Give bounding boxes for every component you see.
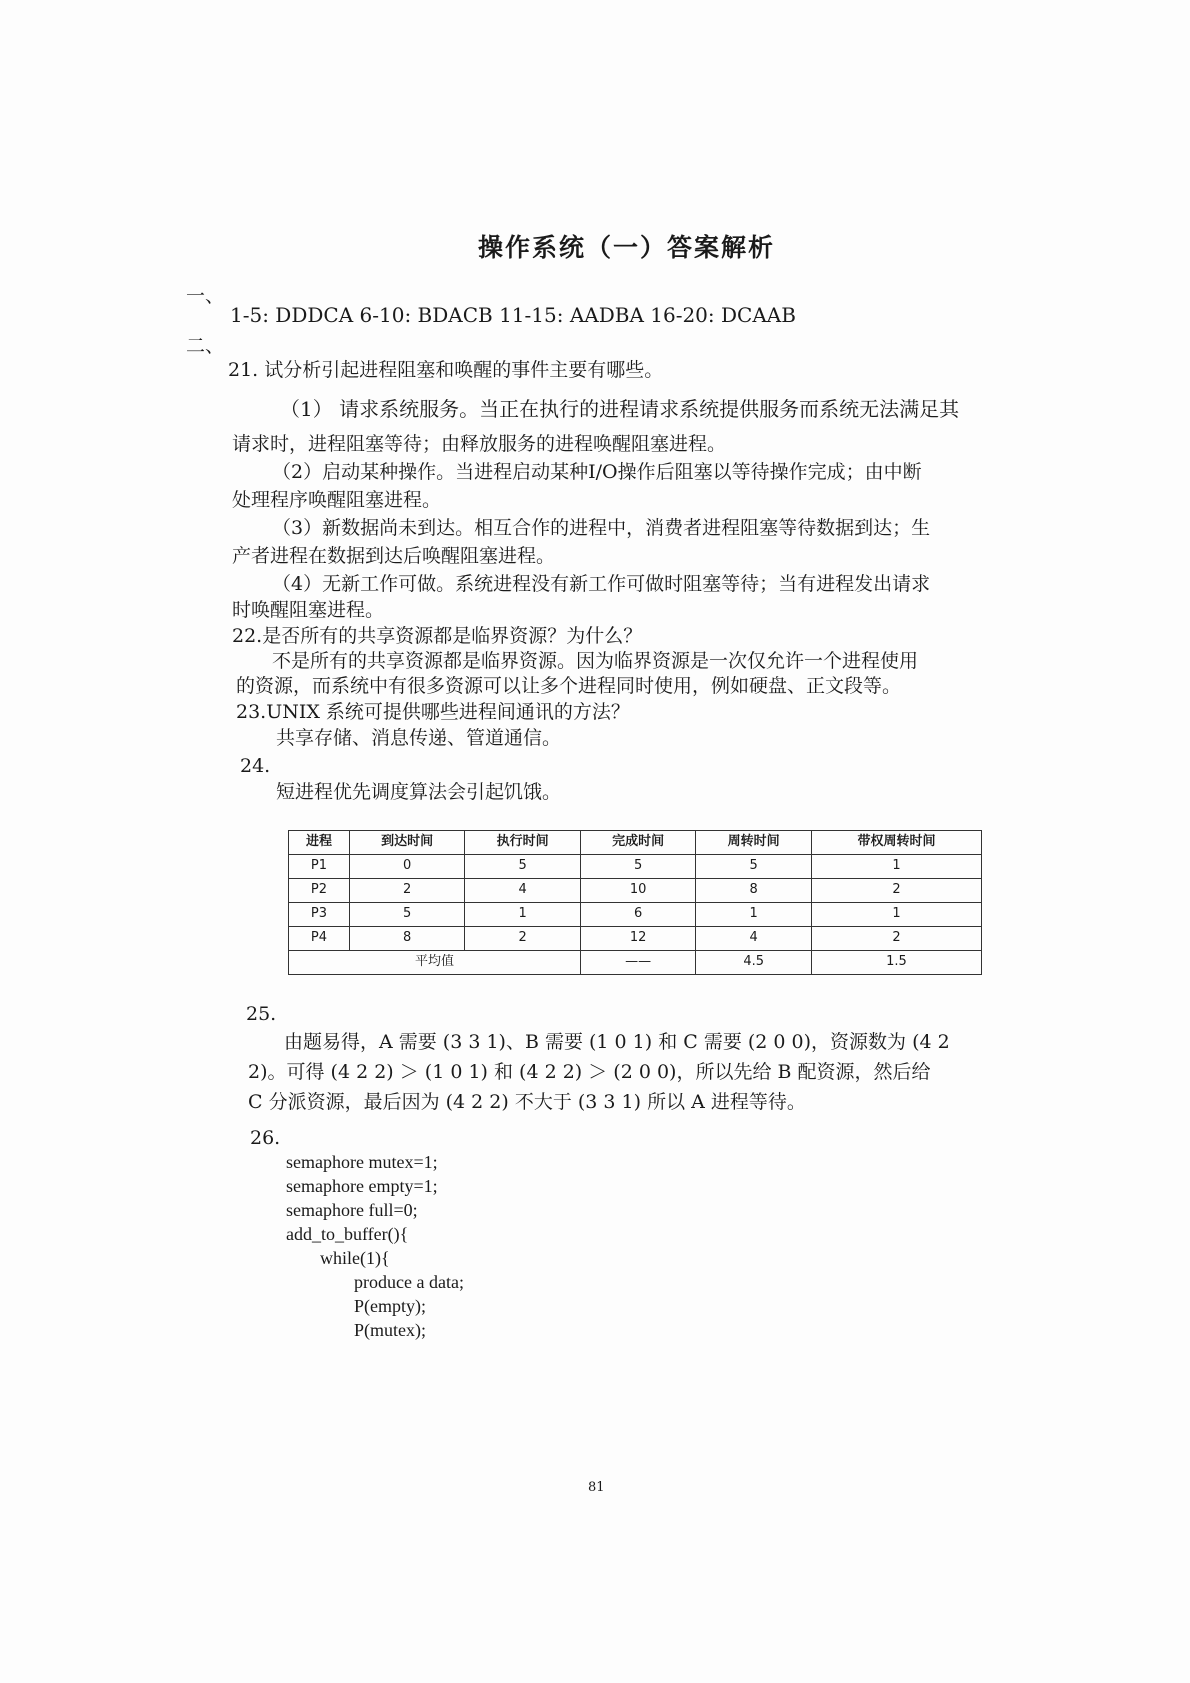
cell: 1.5 [811,951,981,975]
q21-line: （3）新数据尚未到达。相互合作的进程中，消费者进程阻塞等待数据到达；生 [272,517,931,539]
cell: 4 [696,927,812,951]
code-line: semaphore full=0; [286,1200,418,1220]
q25-line: 由题易得，A 需要 (3 3 1)、B 需要 (1 0 1) 和 C 需要 (2 0 0)，资源数为 (4 2 [284,1031,950,1053]
q23-answer: 共享存储、消息传递、管道通信。 [276,727,562,749]
q25-line: 2)。可得 (4 2 2) ＞ (1 0 1) 和 (4 2 2) ＞ (2 0 0)，所以先给 B 配资源，然后给 [248,1061,931,1083]
cell: 4.5 [696,951,812,975]
q25-line: C 分派资源，最后因为 (4 2 2) 不大于 (3 3 1) 所以 A 进程等待。 [248,1091,806,1113]
q24-number: 24. [240,755,271,777]
avg-label: 平均值 [289,951,581,975]
header-cell: 执行时间 [465,831,581,855]
cell: 6 [580,903,696,927]
code-line: produce a data; [354,1272,464,1292]
code-line: semaphore mutex=1; [286,1152,438,1172]
table-header-row [289,831,982,855]
cell: 1 [811,855,981,879]
mc-answers: 1-5: DDDCA 6-10: BDACB 11-15: AADBA 16-20: DCAAB [230,303,796,327]
table-row [289,879,982,903]
cell: 2 [349,879,465,903]
code-line: while(1){ [320,1248,390,1268]
cell: 2 [811,927,981,951]
cell: 2 [465,927,581,951]
cell: 2 [811,879,981,903]
cell: 0 [349,855,465,879]
cell: 5 [465,855,581,879]
q21-line: 时唤醒阻塞进程。 [232,599,385,621]
scheduling-table [288,830,982,975]
section-one-mark: 一、 [186,285,225,307]
cell: P3 [289,903,350,927]
header-cell: 带权周转时间 [811,831,981,855]
q22-line: 的资源，而系统中有很多资源可以让多个进程同时使用，例如硬盘、正文段等。 [236,675,902,697]
q21-line: 处理程序唤醒阻塞进程。 [232,489,442,511]
cell: 8 [349,927,465,951]
code-line: P(mutex); [354,1320,426,1340]
table-row [289,855,982,879]
cell: 4 [465,879,581,903]
q24-answer: 短进程优先调度算法会引起饥饿。 [276,781,562,803]
cell: 1 [465,903,581,927]
header-cell: 进程 [289,831,350,855]
q21-line: （2）启动某种操作。当进程启动某种I/O操作后阻塞以等待操作完成；由中断 [272,461,922,483]
q21-line: （4）无新工作可做。系统进程没有新工作可做时阻塞等待；当有进程发出请求 [272,573,931,595]
cell: 5 [580,855,696,879]
cell: P1 [289,855,350,879]
table-average-row [289,951,982,975]
cell: 5 [696,855,812,879]
q26-number: 26. [250,1127,281,1149]
header-cell: 周转时间 [696,831,812,855]
q22-question: 22.是否所有的共享资源都是临界资源？为什么？ [232,625,643,647]
code-line: P(empty); [354,1296,426,1316]
code-line: add_to_buffer(){ [286,1224,409,1244]
section-two-mark: 二、 [186,335,225,357]
cell: 10 [580,879,696,903]
header-cell: 完成时间 [580,831,696,855]
header-cell: 到达时间 [349,831,465,855]
cell: 12 [580,927,696,951]
cell: 8 [696,879,812,903]
code-line: semaphore empty=1; [286,1176,438,1196]
cell: P2 [289,879,350,903]
q21-line: （1） 请求系统服务。当正在执行的进程请求系统提供服务而系统无法满足其 [280,397,960,421]
q22-line: 不是所有的共享资源都是临界资源。因为临界资源是一次仅允许一个进程使用 [272,650,919,672]
q21-line: 请求时，进程阻塞等待；由释放服务的进程唤醒阻塞进程。 [232,433,727,455]
cell: 1 [811,903,981,927]
q23-question: 23.UNIX 系统可提供哪些进程间通讯的方法？ [236,701,630,723]
q21-line: 产者进程在数据到达后唤醒阻塞进程。 [232,545,556,567]
table-row [289,927,982,951]
q21-question: 21. 试分析引起进程阻塞和唤醒的事件主要有哪些。 [228,359,664,381]
page-number: 81 [588,1480,605,1495]
cell: 5 [349,903,465,927]
q25-number: 25. [246,1003,277,1025]
cell: 1 [696,903,812,927]
table-row [289,903,982,927]
cell: —— [580,951,696,975]
page-title: 操作系统（一）答案解析 [478,233,776,262]
cell: P4 [289,927,350,951]
